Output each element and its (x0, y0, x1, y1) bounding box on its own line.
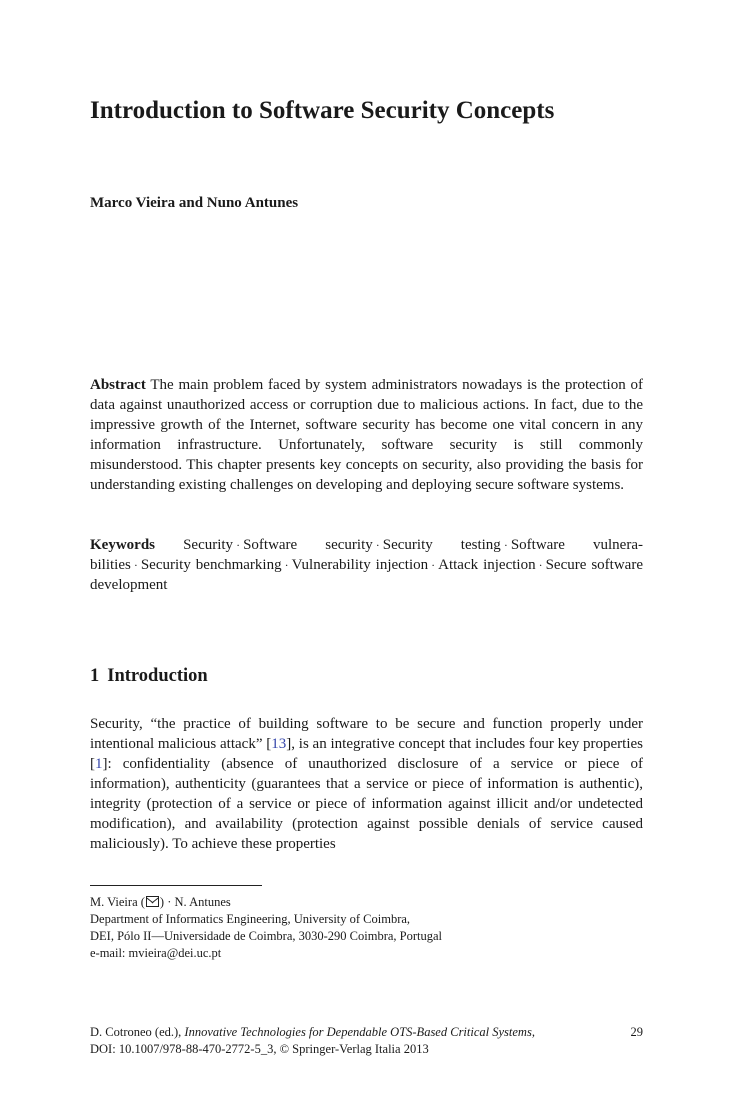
keyword-separator: · (375, 538, 380, 552)
keyword-item: Security benchmarking (140, 557, 282, 573)
intro-text-part: ]: confidentiality (absence of unauthorized disclosure of a service or piece of information), authenticity (guarantees that a service or piece of information is authentic), integrity (protection of a service or piece of information against illicit and/or undetected modification), and availability (protection against possible denials of service caused maliciously). To achieve these properties (90, 756, 643, 852)
author-line: Marco Vieira and Nuno Antunes (90, 195, 299, 211)
keyword-separator: · (431, 558, 436, 572)
envelope-icon (146, 896, 159, 907)
keyword-item: Software vulnera-bilities (90, 537, 643, 573)
author-footnote (90, 894, 650, 962)
keyword-item: Security testing (382, 537, 501, 553)
section-number: 1 (90, 666, 100, 686)
citation-footer (90, 1024, 643, 1058)
abstract-text: The main problem faced by system administrators nowadays is the protection of data against unauthorized access or corruption due to malicious actions. In fact, due to the impressive growth of the Internet, software security has become one vital concern in any information infrastructure. Unfortunately, software security is still commonly misunderstood. This chapter presents key concepts on security, also providing the basis for understanding existing challenges on developing and deploying secure software systems. (90, 377, 643, 493)
keyword-separator: · (236, 538, 241, 552)
footnote-author-text: ) · N. Antunes (159, 895, 231, 909)
intro-text-part: Security, “the practice of building software to be secure and function properly under intentional malicious attack” [ (90, 716, 643, 752)
keyword-item: Security (183, 537, 234, 553)
keyword-item: Attack injection (438, 557, 536, 573)
keyword-separator: · (284, 558, 289, 572)
footnote-email: e-mail: mvieira@dei.uc.pt (90, 946, 222, 960)
intro-paragraph (90, 714, 643, 854)
page-number: 29 (630, 1025, 643, 1039)
footnote-rule (90, 885, 262, 886)
keyword-separator: · (538, 558, 543, 572)
footnote-address: DEI, Pólo II—Universidade de Coimbra, 3030-290 Coimbra, Portugal (90, 929, 443, 943)
citation-link-13[interactable]: 13 (271, 736, 287, 752)
keyword-item: Software security (243, 537, 373, 553)
keywords-label: Keywords (90, 537, 155, 553)
keywords-paragraph (90, 535, 643, 595)
footnote-authors (90, 894, 650, 911)
section-title: Introduction (107, 666, 208, 686)
citation-row (90, 1024, 643, 1041)
intro-text-part: ], is an integrative concept that includes four key properties [ (90, 736, 644, 772)
abstract-paragraph (90, 375, 643, 495)
footnote-author-text: M. Vieira ( (90, 895, 145, 909)
keyword-separator: · (133, 558, 138, 572)
footnote-department: Department of Informatics Engineering, University of Coimbra, (90, 912, 411, 926)
abstract-label: Abstract (90, 377, 146, 393)
section-heading (90, 666, 208, 687)
citation-link-1[interactable]: 1 (95, 756, 103, 772)
keyword-item: Vulnerability injection (291, 557, 429, 573)
keyword-separator: · (503, 538, 508, 552)
book-title: Innovative Technologies for Dependable OTS-Based Critical Systems, (184, 1025, 535, 1039)
book-editor: D. Cotroneo (ed.), (90, 1025, 182, 1039)
chapter-title: Introduction to Software Security Concepts (90, 97, 555, 124)
book-citation (90, 1024, 535, 1041)
keyword-item: Secure software development (90, 557, 643, 593)
doi-line: DOI: 10.1007/978-88-470-2772-5_3, © Springer-Verlag Italia 2013 (90, 1042, 429, 1056)
